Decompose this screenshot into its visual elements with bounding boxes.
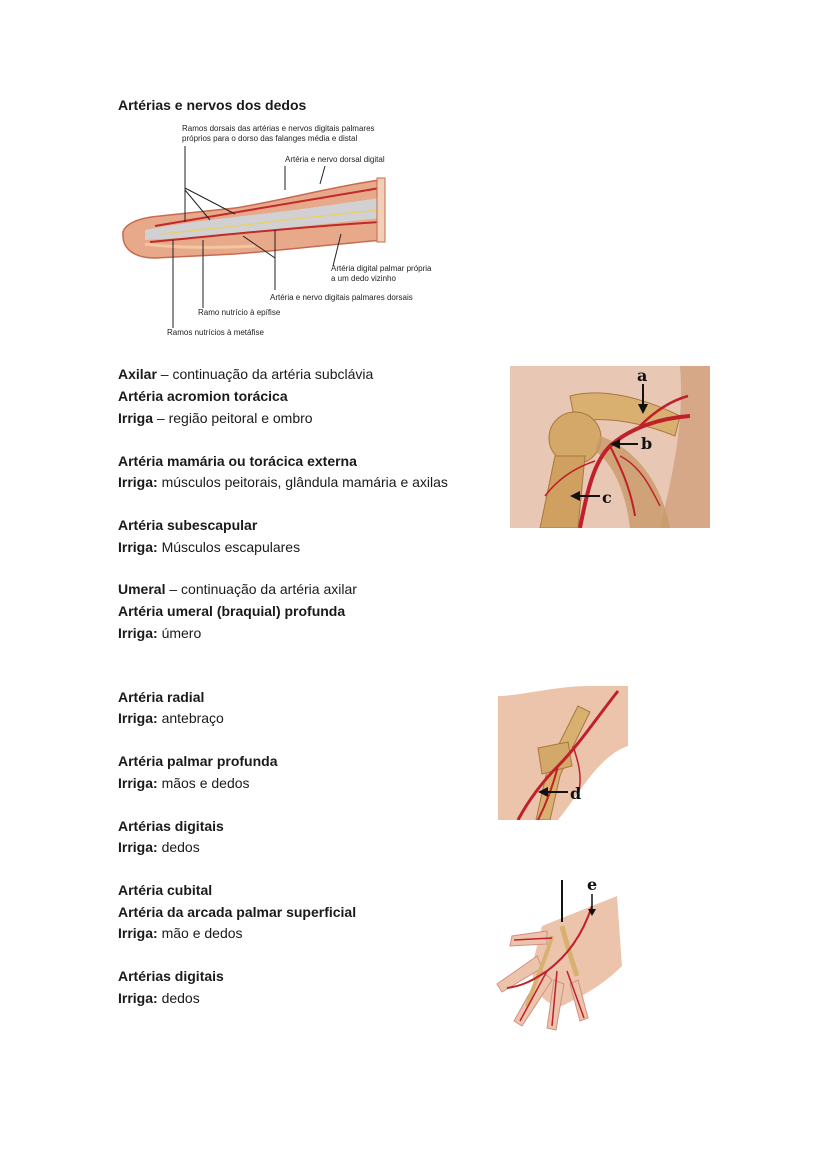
arcada-irriga: Irriga: mão e dedos bbox=[118, 925, 243, 941]
palmar-profunda-irriga: Irriga: mãos e dedos bbox=[118, 775, 250, 791]
label-dorsal-digital: Artéria e nervo dorsal digital bbox=[285, 155, 385, 164]
cubital-heading: Artéria cubital bbox=[118, 882, 213, 898]
arcada-heading: Artéria da arcada palmar superficial bbox=[118, 904, 357, 920]
finger-illustration bbox=[123, 178, 385, 258]
acromion-irriga: Irriga – região peitoral e ombro bbox=[118, 410, 313, 426]
axilar-line: Axilar – continuação da artéria subclávia bbox=[118, 366, 374, 382]
label-dorsal-branches: Ramos dorsais das artérias e nervos digitais palmares bbox=[182, 124, 375, 133]
label-palmar-proper-cont: a um dedo vizinho bbox=[331, 274, 396, 283]
shoulder-anatomy-figure bbox=[510, 366, 710, 528]
subescapular-heading: Artéria subescapular bbox=[118, 517, 258, 533]
shoulder-label-b: b bbox=[641, 434, 653, 453]
palmar-profunda-heading: Artéria palmar profunda bbox=[118, 753, 278, 769]
radial-heading: Artéria radial bbox=[118, 689, 205, 705]
digitais-irriga-1: Irriga: dedos bbox=[118, 839, 200, 855]
acromion-heading: Artéria acromion torácica bbox=[118, 388, 288, 404]
label-metaphysis: Ramos nutrícios à metáfise bbox=[167, 328, 264, 337]
mamaria-heading: Artéria mamária ou torácica externa bbox=[118, 453, 357, 469]
label-dorsal-branches-cont: próprios para o dorso das falanges média e distal bbox=[182, 134, 358, 143]
digitais-heading-1: Artérias digitais bbox=[118, 818, 224, 834]
finger-anatomy-figure bbox=[115, 118, 445, 340]
label-palmar-dorsal: Artéria e nervo digitais palmares dorsais bbox=[270, 293, 413, 302]
umeral-line: Umeral – continuação da artéria axilar bbox=[118, 581, 357, 597]
subescapular-irriga: Irriga: Músculos escapulares bbox=[118, 539, 301, 555]
umeral-profunda-heading: Artéria umeral (braquial) profunda bbox=[118, 603, 346, 619]
label-palmar-proper: Artéria digital palmar própria bbox=[331, 264, 432, 273]
umeral-irriga: Irriga: úmero bbox=[118, 625, 202, 641]
shoulder-label-c: c bbox=[602, 488, 612, 507]
shoulder-label-a: a bbox=[637, 366, 648, 385]
digitais-irriga-2: Irriga: dedos bbox=[118, 990, 200, 1006]
hand-anatomy-figure bbox=[492, 876, 624, 1034]
radial-irriga: Irriga: antebraço bbox=[118, 710, 224, 726]
page-title: Artérias e nervos dos dedos bbox=[118, 97, 307, 113]
forearm-label-d: d bbox=[570, 784, 582, 803]
digitais-heading-2: Artérias digitais bbox=[118, 968, 224, 984]
hand-label-e: e bbox=[587, 876, 598, 894]
forearm-anatomy-figure bbox=[498, 686, 628, 820]
label-epiphysis: Ramo nutrício à epífise bbox=[198, 308, 281, 317]
mamaria-irriga: Irriga: músculos peitorais, glândula mamária e axilas bbox=[118, 474, 448, 490]
